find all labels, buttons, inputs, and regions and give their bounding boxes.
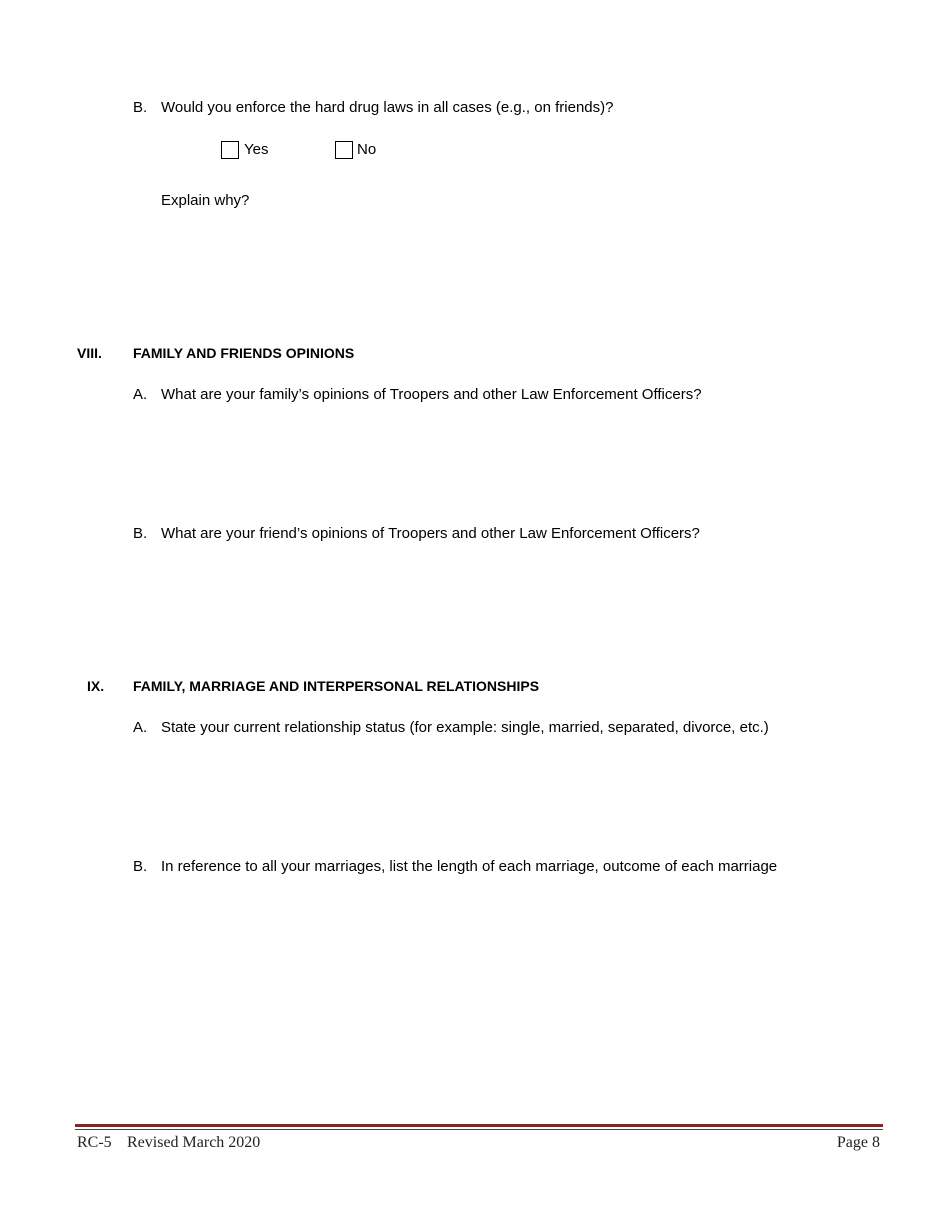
section-number: IX. [87, 678, 105, 694]
no-checkbox[interactable] [335, 141, 353, 159]
question-text: State your current relationship status (for example: single, married, separated, divorce, etc.) [161, 719, 769, 736]
section-title: FAMILY AND FRIENDS OPINIONS [133, 345, 355, 361]
question-text: In reference to all your marriages, list the length of each marriage, outcome of each marriage [161, 858, 778, 875]
question-letter: B. [133, 99, 148, 116]
footer-divider [75, 1124, 883, 1127]
revision-date: Revised March 2020 [127, 1134, 261, 1151]
question-letter: B. [133, 525, 148, 542]
no-label: No [357, 141, 377, 158]
question-text: What are your friend’s opinions of Troopers and other Law Enforcement Officers? [161, 525, 700, 542]
form-id: RC-5 [77, 1134, 112, 1151]
explain-why-label: Explain why? [161, 192, 250, 209]
question-letter: B. [133, 858, 148, 875]
page-number: Page 8 [836, 1134, 880, 1151]
yes-label: Yes [244, 141, 269, 158]
section-number: VIII. [77, 345, 102, 361]
yes-checkbox[interactable] [221, 141, 239, 159]
question-letter: A. [133, 386, 148, 403]
question-letter: A. [133, 719, 148, 736]
question-text: Would you enforce the hard drug laws in all cases (e.g., on friends)? [161, 99, 614, 116]
footer-divider-thin [75, 1129, 883, 1130]
question-text: What are your family’s opinions of Troopers and other Law Enforcement Officers? [161, 386, 702, 403]
section-title: FAMILY, MARRIAGE AND INTERPERSONAL RELATIONSHIPS [133, 678, 540, 694]
